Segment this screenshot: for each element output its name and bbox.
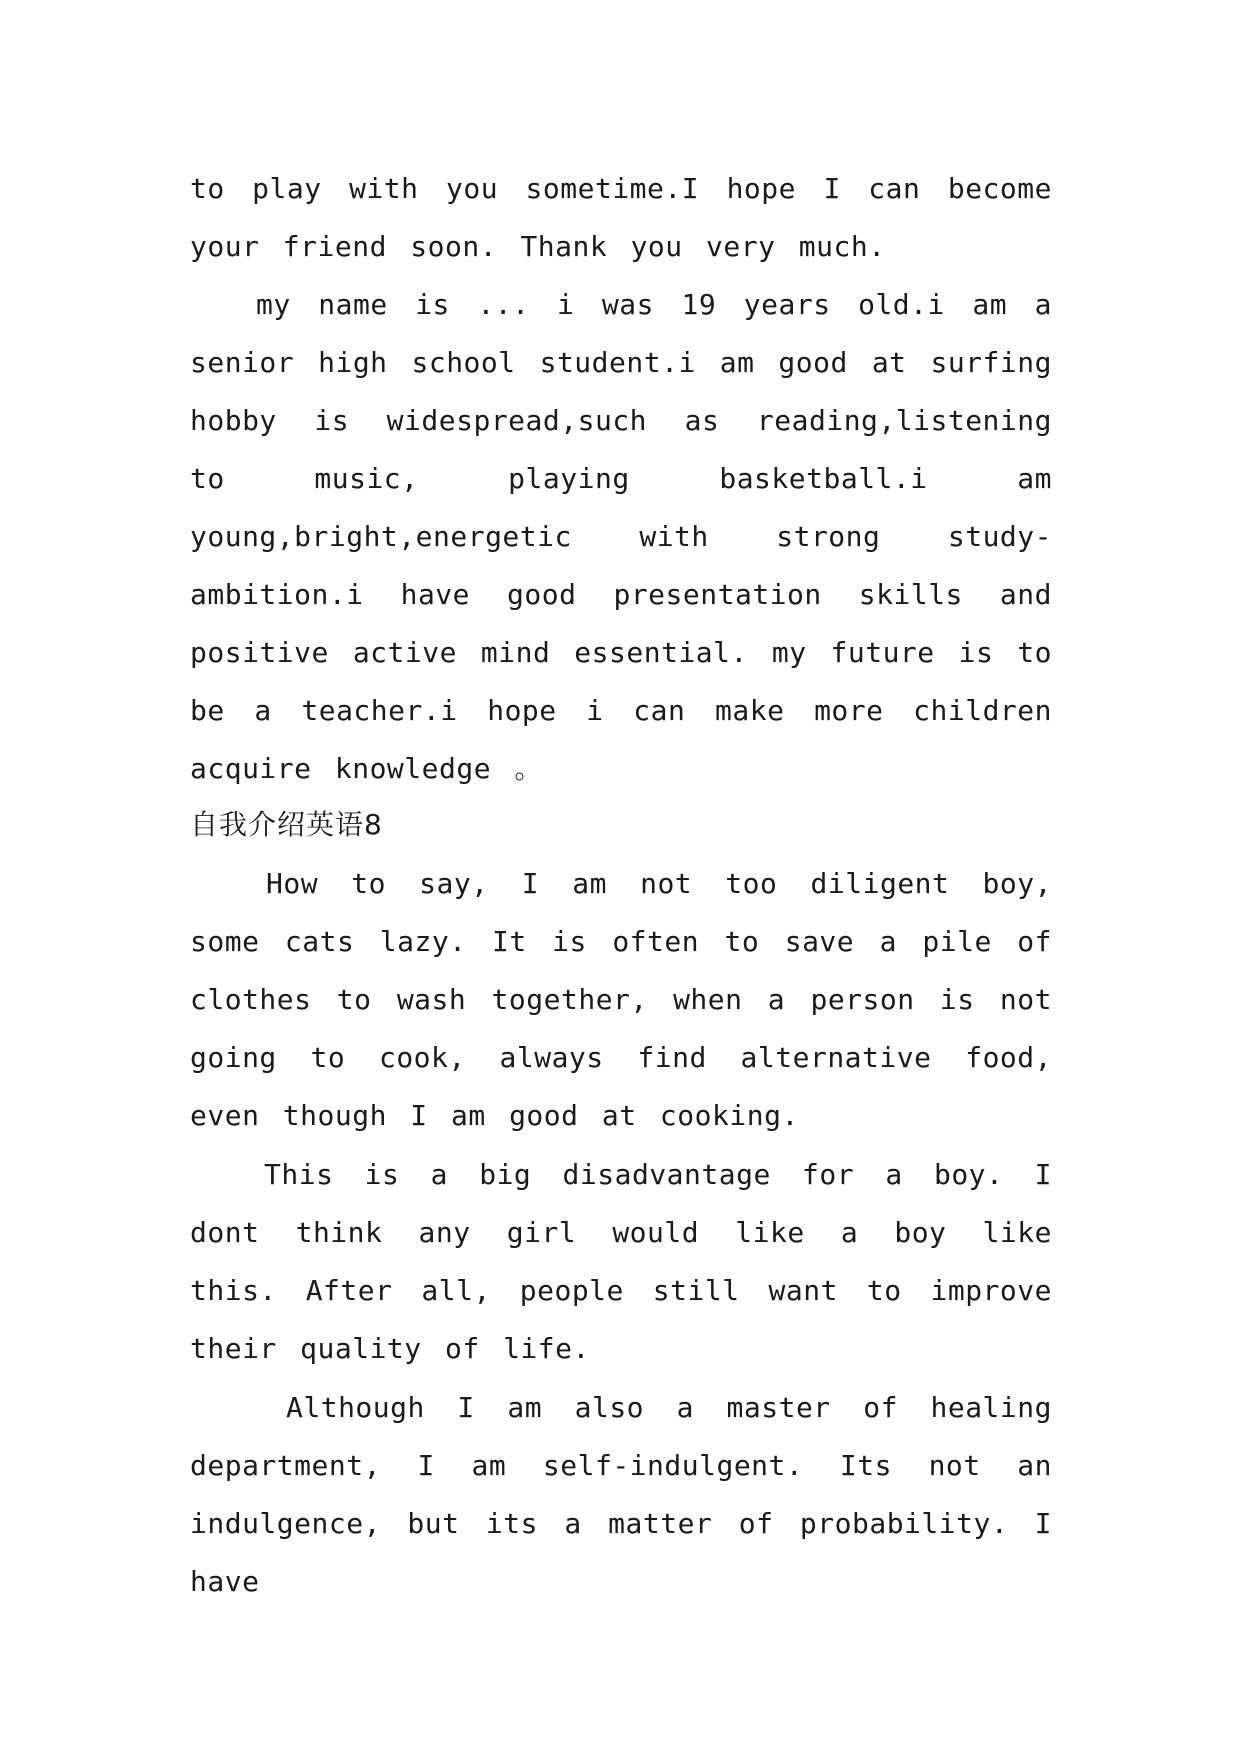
body-paragraph: my name is ... i was 19 years old.i am a senior high school student.i am good at surfing hobby is widespread,such as reading,listening to music, playing basketball.i am young,bright,energetic with strong study-ambition.i have good presentation skills and positive active mind essential. my future is to be a teacher.i hope i can make more children acquire knowledge 。 xyxy=(190,288,1052,785)
body-paragraph: to play with you sometime.I hope I can become your friend soon. Thank you very much. xyxy=(190,172,1052,263)
section-heading: 自我介绍英语8 xyxy=(190,808,383,841)
body-paragraph: This is a big disadvantage for a boy. I dont think any girl would like a boy like this. After all, people still want to improve their quality of life. xyxy=(190,1158,1052,1365)
body-paragraph: How to say, I am not too diligent boy, some cats lazy. It is often to save a pile of clothes to wash together, when a person is not going to cook, always find alternative food, even though I am good at cooking. xyxy=(190,867,1052,1132)
body-paragraph: Although I am also a master of healing department, I am self-indulgent. Its not an indulgence, but its a matter of probability. I have xyxy=(190,1391,1052,1598)
